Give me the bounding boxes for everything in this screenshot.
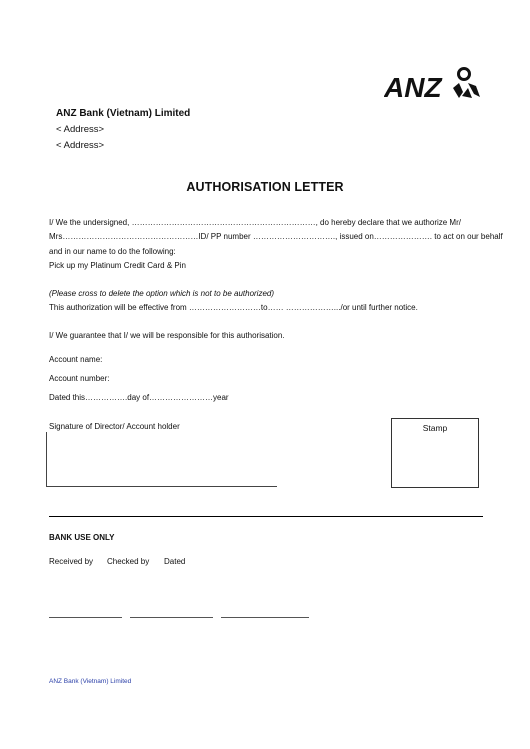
address-line-2: < Address> — [56, 140, 105, 151]
section-divider — [49, 516, 483, 517]
svg-text:ANZ: ANZ — [384, 72, 442, 102]
stamp-box — [391, 418, 479, 488]
stamp-label: Stamp — [422, 423, 448, 433]
body-line-undersigned: I/ We the undersigned, ……………………………………………………………, do hereby declare that we authorize Mr/ — [49, 218, 461, 227]
account-name-label: Account name: — [49, 355, 103, 364]
address-line-1: < Address> — [56, 124, 105, 135]
received-by-label: Received by — [49, 557, 94, 566]
letter-title: AUTHORISATION LETTER — [186, 180, 344, 194]
checked-by-line — [130, 617, 213, 618]
anz-logo — [384, 66, 484, 102]
dated-line-blank — [221, 617, 309, 618]
signature-line — [47, 486, 277, 487]
note-cross-delete: (Please cross to delete the option which is not to be authorized) — [49, 289, 275, 298]
dated-label: Dated — [164, 557, 186, 566]
account-number-label: Account number: — [49, 374, 110, 383]
signature-label: Signature of Director/ Account holder — [49, 422, 180, 431]
guarantee-statement: I/ We guarantee that I/ we will be responsible for this authorisation. — [49, 331, 285, 340]
body-line-following: and in our name to do the following: — [49, 247, 176, 256]
footer-bank-name: ANZ Bank (Vietnam) Limited — [49, 678, 132, 685]
checked-by-label: Checked by — [107, 557, 150, 566]
signature-box-border — [46, 432, 47, 487]
dated-line: Dated this…………….day of……………………year — [49, 393, 229, 402]
effective-period: This authorization will be effective from ………………………to…… ……………….../or until further notice. — [49, 303, 418, 312]
anz-people-icon — [384, 66, 484, 102]
body-line-task: Pick up my Platinum Credit Card & Pin — [49, 261, 186, 270]
bank-use-heading: BANK USE ONLY — [49, 533, 115, 542]
bank-name: ANZ Bank (Vietnam) Limited — [56, 108, 191, 119]
body-line-id: Mrs……………………………………………ID/ PP number …………………………., issued on…………………. to act on our behalf — [49, 232, 503, 241]
received-by-line — [49, 617, 122, 618]
